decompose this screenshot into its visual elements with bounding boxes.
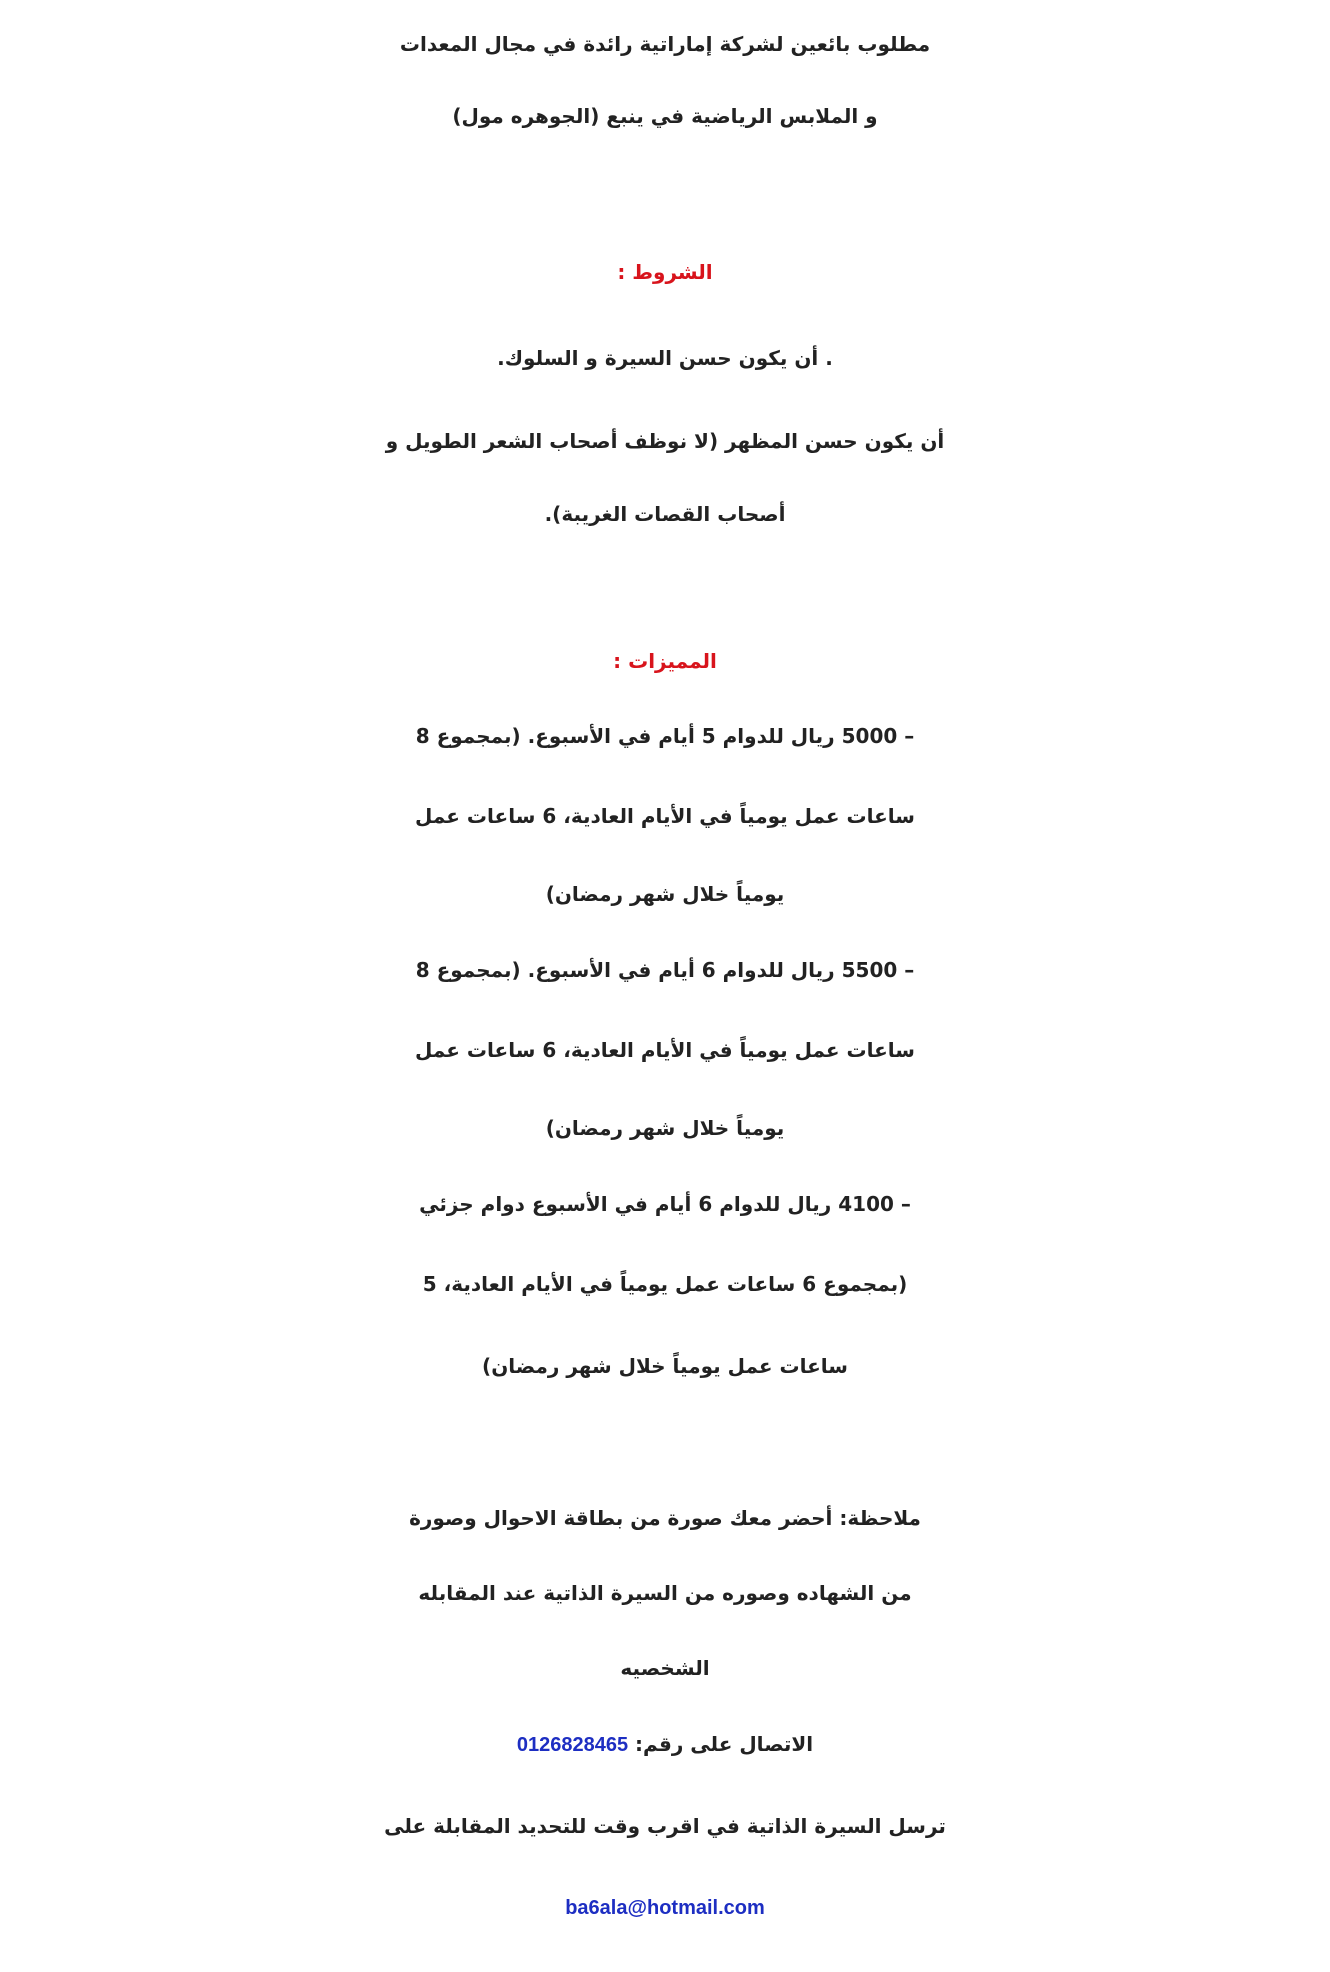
- headline-line-2: و الملابس الرياضية في ينبع (الجوهره مول): [452, 104, 878, 128]
- contact-phone-line: [0, 1708, 1330, 1780]
- headline-line-1: مطلوب بائعين لشركة إماراتية رائدة في مجال المعدات: [399, 32, 931, 56]
- conditions-heading: الشروط :: [617, 260, 713, 284]
- note-line-2: من الشهاده وصوره من السيرة الذاتية عند المقابله: [418, 1581, 912, 1605]
- phone-number-link[interactable]: 0126828465: [516, 1734, 629, 1756]
- contact-label: الاتصال على رقم:: [635, 1732, 814, 1756]
- benefit-line-6: يومياً خلال شهر رمضان): [545, 1116, 785, 1140]
- condition-line-2: أن يكون حسن المظهر (لا نوظف أصحاب الشعر الطويل و: [385, 429, 945, 453]
- benefit-line-9: ساعات عمل يومياً خلال شهر رمضان): [482, 1354, 848, 1378]
- benefits-heading: المميزات :: [613, 649, 717, 673]
- email-link[interactable]: ba6ala@hotmail.com: [565, 1897, 765, 1919]
- benefit-line-3: يومياً خلال شهر رمضان): [545, 882, 785, 906]
- benefit-line-5: ساعات عمل يومياً في الأيام العادية، 6 ساعات عمل: [415, 1038, 915, 1062]
- benefit-line-2: ساعات عمل يومياً في الأيام العادية، 6 ساعات عمل: [415, 804, 915, 828]
- note-line-3: الشخصيه: [620, 1656, 710, 1680]
- note-line-1: ملاحظة: أحضر معك صورة من بطاقة الاحوال وصورة: [409, 1506, 921, 1530]
- cv-instruction: ترسل السيرة الذاتية في اقرب وقت للتحديد المقابلة على: [384, 1814, 946, 1838]
- condition-line-3: أصحاب القصات الغريبة).: [544, 502, 786, 526]
- benefit-line-4: – 5500 ريال للدوام 6 أيام في الأسبوع. (بمجموع 8: [415, 958, 915, 982]
- condition-line-1: . أن يكون حسن السيرة و السلوك.: [497, 346, 833, 370]
- benefit-line-8: (بمجموع 6 ساعات عمل يومياً في الأيام العادية، 5: [422, 1272, 908, 1296]
- benefit-line-1: – 5000 ريال للدوام 5 أيام في الأسبوع. (بمجموع 8: [415, 724, 915, 748]
- benefit-line-7: – 4100 ريال للدوام 6 أيام في الأسبوع دوام جزئي: [419, 1192, 911, 1216]
